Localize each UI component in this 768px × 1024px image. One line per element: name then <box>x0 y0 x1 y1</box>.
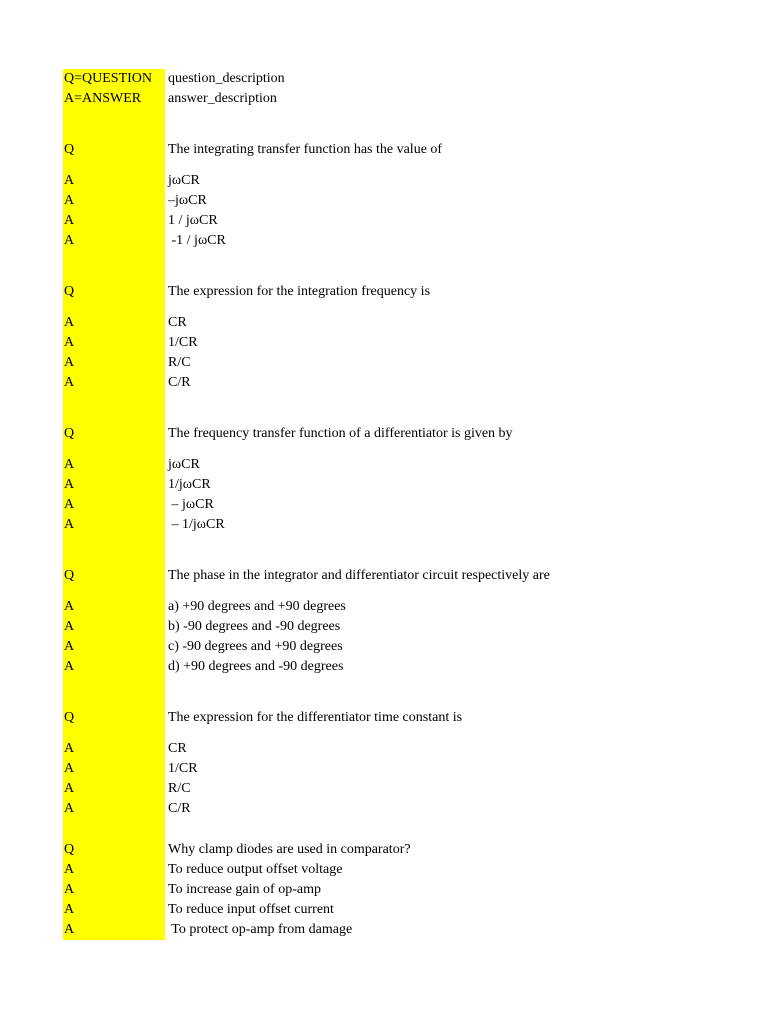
answer-label: A <box>63 475 165 495</box>
question-row <box>63 708 623 728</box>
answer-text: jωCR <box>168 457 200 472</box>
answer-row <box>63 231 623 251</box>
answer-row <box>63 171 623 191</box>
header-row-question <box>63 69 623 89</box>
header-answer-description: answer_description <box>168 91 277 106</box>
answer-row <box>63 779 623 799</box>
answer-row <box>63 920 623 940</box>
answer-label: A <box>63 313 165 333</box>
answer-text: CR <box>168 315 187 330</box>
header-row-answer <box>63 89 623 109</box>
header-question-description: question_description <box>168 71 285 86</box>
question-row <box>63 140 623 160</box>
answer-label: A <box>63 739 165 759</box>
answer-label: A <box>63 191 165 211</box>
spreadsheet-document <box>63 69 623 940</box>
question-text: The frequency transfer function of a differentiator is given by <box>168 426 513 441</box>
answer-row <box>63 495 623 515</box>
answer-label: A <box>63 597 165 617</box>
answer-label: A <box>63 880 165 900</box>
question-text: Why clamp diodes are used in comparator? <box>168 842 411 857</box>
answer-row <box>63 313 623 333</box>
answer-row <box>63 860 623 880</box>
answer-text: 1/jωCR <box>168 477 211 492</box>
answer-label: A <box>63 515 165 535</box>
spacer-row <box>63 251 623 282</box>
question-row <box>63 424 623 444</box>
answer-text: 1/CR <box>168 761 198 776</box>
answer-label: A <box>63 799 165 819</box>
answer-text: c) -90 degrees and +90 degrees <box>168 639 343 654</box>
question-row <box>63 282 623 302</box>
answer-text: – jωCR <box>168 497 214 512</box>
answer-row <box>63 455 623 475</box>
answer-text: To protect op-amp from damage <box>168 922 353 937</box>
answer-row <box>63 597 623 617</box>
answer-row <box>63 617 623 637</box>
spacer-row <box>63 535 623 566</box>
header-answer-label: A=ANSWER <box>63 89 165 109</box>
answer-text: 1 / jωCR <box>168 213 218 228</box>
answer-label: A <box>63 920 165 940</box>
answer-text: a) +90 degrees and +90 degrees <box>168 599 346 614</box>
answer-label: A <box>63 171 165 191</box>
answer-label: A <box>63 495 165 515</box>
spacer-row <box>63 160 623 171</box>
answer-row <box>63 211 623 231</box>
question-text: The integrating transfer function has the value of <box>168 142 443 157</box>
answer-label: A <box>63 860 165 880</box>
question-label: Q <box>63 840 165 860</box>
question-text: The phase in the integrator and differentiator circuit respectively are <box>168 568 550 583</box>
spacer-row <box>63 586 623 597</box>
answer-text: d) +90 degrees and -90 degrees <box>168 659 344 674</box>
answer-row <box>63 799 623 819</box>
answer-row <box>63 353 623 373</box>
answer-text: To increase gain of op-amp <box>168 882 321 897</box>
question-label: Q <box>63 566 165 586</box>
answer-label: A <box>63 617 165 637</box>
spacer-row <box>63 302 623 313</box>
question-label: Q <box>63 708 165 728</box>
question-row <box>63 840 623 860</box>
answer-row <box>63 515 623 535</box>
answer-row <box>63 880 623 900</box>
answer-label: A <box>63 657 165 677</box>
answer-row <box>63 191 623 211</box>
answer-text: CR <box>168 741 187 756</box>
answer-text: C/R <box>168 375 191 390</box>
answer-label: A <box>63 211 165 231</box>
answer-row <box>63 759 623 779</box>
question-text: The expression for the differentiator time constant is <box>168 710 463 725</box>
answer-row <box>63 373 623 393</box>
question-label: Q <box>63 282 165 302</box>
header-question-label: Q=QUESTION <box>63 69 165 89</box>
answer-label: A <box>63 759 165 779</box>
question-row <box>63 566 623 586</box>
spacer-row <box>63 677 623 708</box>
answer-label: A <box>63 231 165 251</box>
answer-row <box>63 475 623 495</box>
answer-text: b) -90 degrees and -90 degrees <box>168 619 341 634</box>
answer-label: A <box>63 637 165 657</box>
answer-text: R/C <box>168 781 191 796</box>
answer-text: – 1/jωCR <box>168 517 225 532</box>
answer-label: A <box>63 353 165 373</box>
question-text: The expression for the integration frequency is <box>168 284 431 299</box>
answer-text: To reduce output offset voltage <box>168 862 343 877</box>
answer-row <box>63 739 623 759</box>
answer-text: jωCR <box>168 173 200 188</box>
answer-label: A <box>63 779 165 799</box>
answer-text: R/C <box>168 355 191 370</box>
question-label: Q <box>63 140 165 160</box>
spacer-row <box>63 819 623 840</box>
spacer-row <box>63 444 623 455</box>
answer-row <box>63 637 623 657</box>
spacer-row <box>63 109 623 140</box>
answer-label: A <box>63 333 165 353</box>
spacer-row <box>63 393 623 424</box>
answer-text: -1 / jωCR <box>168 233 226 248</box>
answer-label: A <box>63 455 165 475</box>
answer-label: A <box>63 373 165 393</box>
answer-label: A <box>63 900 165 920</box>
answer-row <box>63 900 623 920</box>
answer-text: 1/CR <box>168 335 198 350</box>
answer-text: C/R <box>168 801 191 816</box>
question-label: Q <box>63 424 165 444</box>
answer-row <box>63 657 623 677</box>
answer-text: To reduce input offset current <box>168 902 334 917</box>
answer-row <box>63 333 623 353</box>
spacer-row <box>63 728 623 739</box>
answer-text: –jωCR <box>168 193 207 208</box>
